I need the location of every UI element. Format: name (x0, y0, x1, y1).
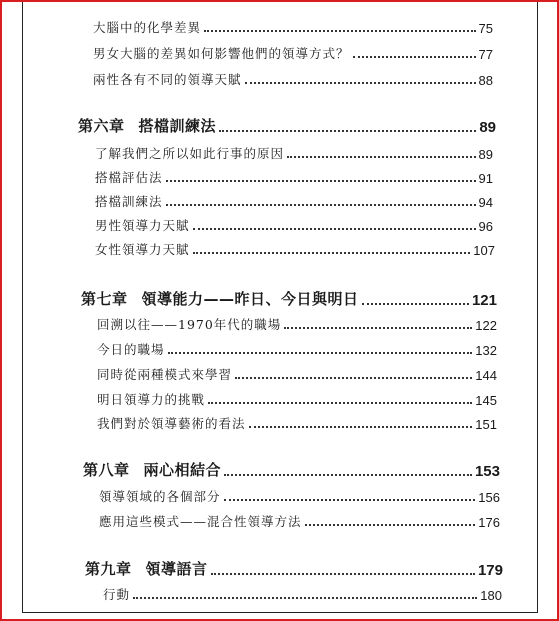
toc-entry-page: 107 (473, 243, 495, 258)
dot-leader (362, 303, 469, 305)
toc-entry-title: 我們對於領導藝術的看法 (97, 416, 246, 431)
toc-entry-title: 同時從兩種模式來學習 (97, 367, 233, 382)
chapter-heading (81, 289, 497, 309)
toc-entry-title: 應用這些模式——混合性領導方法 (99, 514, 302, 529)
toc-entry (95, 166, 493, 186)
toc-entry (99, 485, 500, 505)
chapter-number: 第七章 (81, 290, 128, 308)
toc-entry-title: 女性領導力天賦 (95, 242, 190, 257)
chapter-page: 153 (474, 463, 500, 480)
dot-leader (219, 130, 476, 132)
dot-leader (193, 252, 471, 254)
chapter-number: 第九章 (85, 560, 132, 578)
dot-leader (249, 426, 473, 428)
toc-entry (103, 583, 502, 603)
toc-entry (97, 412, 497, 432)
toc-entry (93, 16, 493, 36)
toc-entry-title: 男女大腦的差異如何影響他們的領導方式？ (93, 46, 350, 61)
toc-entry (95, 214, 493, 234)
toc-entry-page: 122 (475, 318, 497, 333)
toc-entry-title: 行動 (103, 587, 131, 602)
toc-entry-page: 89 (478, 147, 493, 162)
chapter-title: 搭檔訓練法 (138, 117, 217, 135)
toc-entry-title: 男性領導力天賦 (95, 218, 190, 233)
dot-leader (168, 352, 473, 354)
dot-leader (211, 573, 475, 575)
dot-leader (193, 228, 476, 230)
dot-leader (204, 30, 476, 32)
toc-entry-page: 145 (475, 393, 497, 408)
chapter-page: 89 (479, 119, 496, 136)
dot-leader (305, 524, 476, 526)
dot-leader (133, 597, 477, 599)
toc-entry-page: 176 (478, 515, 500, 530)
chapter-page: 179 (477, 562, 503, 579)
toc-entry-page: 151 (475, 417, 497, 432)
toc-entry (97, 313, 497, 333)
chapter-title: 兩心相結合 (143, 461, 222, 479)
toc-entry-page: 132 (475, 343, 497, 358)
toc-entry-title: 領導領域的各個部分 (99, 489, 221, 504)
toc-entry-title: 搭檔訓練法 (95, 194, 163, 209)
dot-leader (166, 204, 476, 206)
toc-entry (93, 42, 493, 62)
chapter-heading (83, 460, 500, 480)
dot-leader (245, 82, 476, 84)
chapter-page: 121 (471, 292, 497, 309)
toc-entry (99, 510, 500, 530)
toc-entry-page: 156 (478, 490, 500, 505)
toc-entry-page: 180 (480, 588, 502, 603)
toc-entry-title: 了解我們之所以如此行事的原因 (95, 146, 285, 161)
toc-entry-page: 75 (478, 21, 493, 36)
toc-entry-page: 144 (475, 368, 497, 383)
toc-entry-title: 回溯以往——1970年代的職場 (97, 317, 282, 332)
dot-leader (284, 327, 472, 329)
dot-leader (224, 474, 472, 476)
toc-entry (95, 190, 493, 210)
toc-entry-title: 搭檔評估法 (95, 170, 163, 185)
toc-entry (93, 68, 493, 88)
chapter-title: 領導語言 (145, 560, 208, 578)
toc-entry-page: 91 (478, 171, 493, 186)
chapter-number: 第六章 (78, 117, 125, 135)
toc-entry-title: 明日領導力的挑戰 (97, 392, 206, 407)
toc-entry (97, 363, 497, 383)
toc-entry-title: 大腦中的化學差異 (93, 20, 202, 35)
toc-entry (95, 238, 495, 258)
chapter-title: 領導能力——昨日、今日與明日 (141, 290, 359, 308)
toc-entry (97, 388, 497, 408)
toc-entry (95, 142, 493, 162)
toc-entry-page: 77 (478, 47, 493, 62)
dot-leader (353, 56, 476, 58)
chapter-heading (78, 116, 496, 136)
toc-entry-title: 今日的職場 (97, 342, 165, 357)
book-page (22, 2, 538, 613)
dot-leader (287, 156, 476, 158)
toc-entry (97, 338, 497, 358)
toc-entry-page: 88 (478, 73, 493, 88)
toc-entry-page: 94 (478, 195, 493, 210)
toc-entry-page: 96 (478, 219, 493, 234)
dot-leader (208, 402, 472, 404)
chapter-number: 第八章 (83, 461, 130, 479)
dot-leader (224, 499, 476, 501)
toc-entry-title: 兩性各有不同的領導天賦 (93, 72, 242, 87)
chapter-heading (85, 559, 503, 579)
dot-leader (235, 377, 472, 379)
dot-leader (166, 180, 476, 182)
